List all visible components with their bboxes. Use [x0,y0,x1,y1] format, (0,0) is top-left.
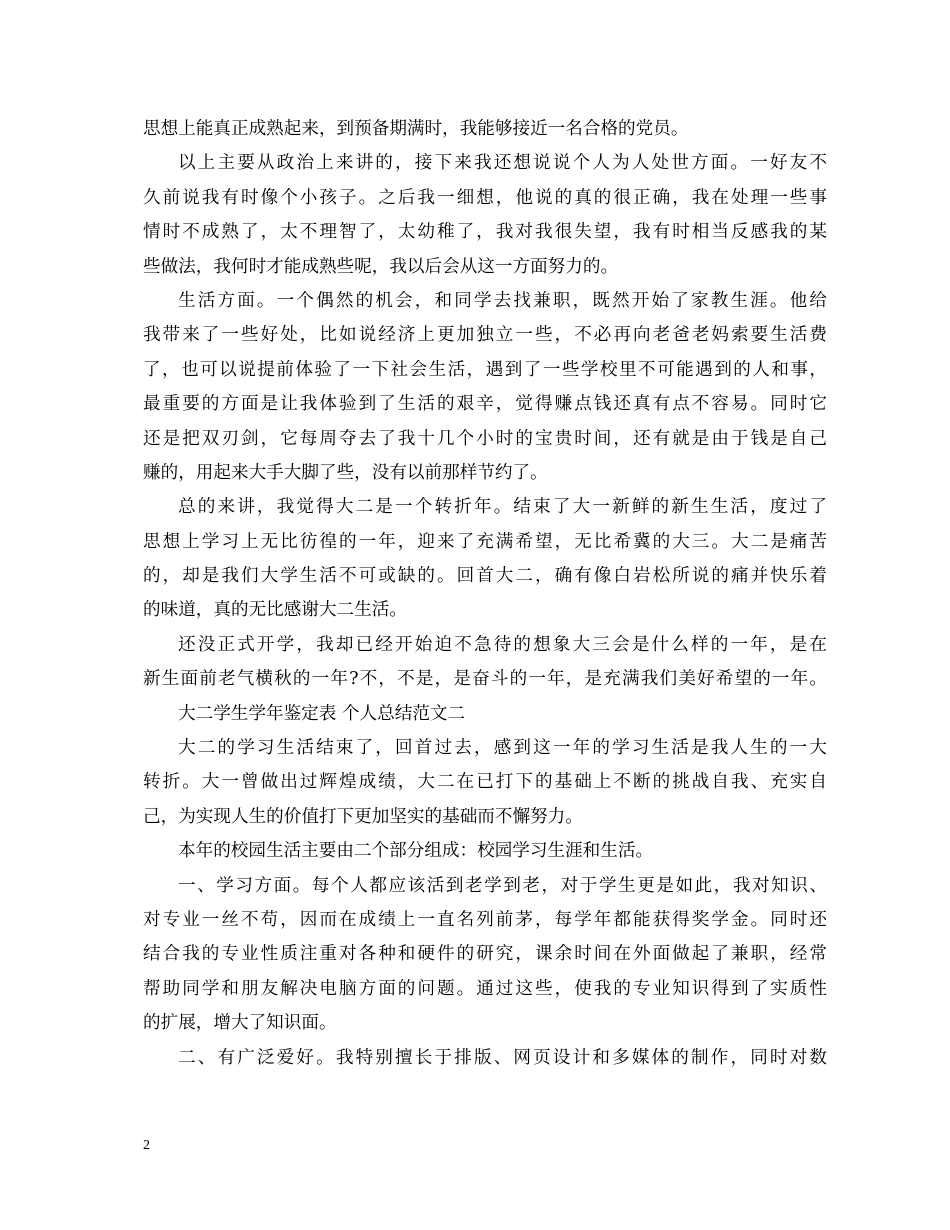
text-line: 还是把双刃剑，它每周夺去了我十几个小时的宝贵时间，还有就是由于钱是自己 [143,428,827,449]
text-line: 一、学习方面。每个人都应该活到老学到老，对于学生更是如此，我对知识、 [178,875,827,896]
section-heading: 大二学生学年鉴定表 个人总结范文二 [178,703,466,724]
text-line: 思想上学习上无比彷徨的一年，迎来了充满希望，无比希冀的大三。大二是痛苦 [143,531,827,552]
text-line: 大二的学习生活结束了，回首过去，感到这一年的学习生活是我人生的一大 [178,738,827,759]
text-line: 赚的，用起来大手大脚了些，没有以前那样节约了。 [143,462,548,483]
text-line: 对专业一丝不苟，因而在成绩上一直名列前茅，每学年都能获得奖学金。同时还 [143,909,827,930]
text-line: 转折。大一曾做出过辉煌成绩，大二在已打下的基础上不断的挑战自我、充实自 [143,772,827,793]
text-line: 新生面前老气横秋的一年?不，不是，是奋斗的一年，是充满我们美好希望的一年。 [143,669,827,690]
text-line: 的，却是我们大学生活不可或缺的。回首大二，确有像白岩松所说的痛并快乐着 [143,566,827,587]
text-line: 的味道，真的无比感谢大二生活。 [143,600,407,621]
text-line: 久前说我有时像个小孩子。之后我一细想，他说的真的很正确，我在处理一些事 [143,187,827,208]
text-line: 二、有广泛爱好。我特别擅长于排版、网页设计和多媒体的制作，同时对数 [178,1047,827,1068]
text-line: 情时不成熟了，太不理智了，太幼稚了，我对我很失望，我有时相当反感我的某 [143,222,827,243]
document-body [143,112,827,1075]
text-line: 帮助同学和朋友解决电脑方面的问题。通过这些，使我的专业知识得到了实质性 [143,978,827,999]
text-line: 还没正式开学，我却已经开始迫不急待的想象大三会是什么样的一年，是在 [178,634,827,655]
text-line: 我带来了一些好处，比如说经济上更加独立一些，不必再向老爸老妈索要生活费 [143,325,827,346]
text-line: 了，也可以说提前体验了一下社会生活，遇到了一些学校里不可能遇到的人和事， [143,359,827,380]
text-line: 以上主要从政治上来讲的，接下来我还想说说个人为人处世方面。一好友不 [178,153,827,174]
text-line: 些做法，我何时才能成熟些呢，我以后会从这一方面努力的。 [143,256,619,277]
text-line: 结合我的专业性质注重对各种和硬件的研究，课余时间在外面做起了兼职，经常 [143,944,827,965]
text-line: 己，为实现人生的价值打下更加坚实的基础而不懈努力。 [143,806,583,827]
text-line: 的扩展，增大了知识面。 [143,1013,337,1034]
page-number: 2 [143,1138,150,1153]
text-line: 生活方面。一个偶然的机会，和同学去找兼职，既然开始了家教生涯。他给 [178,290,827,311]
text-line: 最重要的方面是让我体验到了生活的艰辛，觉得赚点钱还真有点不容易。同时它 [143,394,827,415]
text-line: 总的来讲，我觉得大二是一个转折年。结束了大一新鲜的新生生活，度过了 [178,497,827,518]
text-line: 思想上能真正成熟起来，到预备期满时，我能够接近一名合格的党员。 [143,119,689,139]
text-line: 本年的校园生活主要由二个部分组成：校园学习生涯和生活。 [178,841,654,862]
